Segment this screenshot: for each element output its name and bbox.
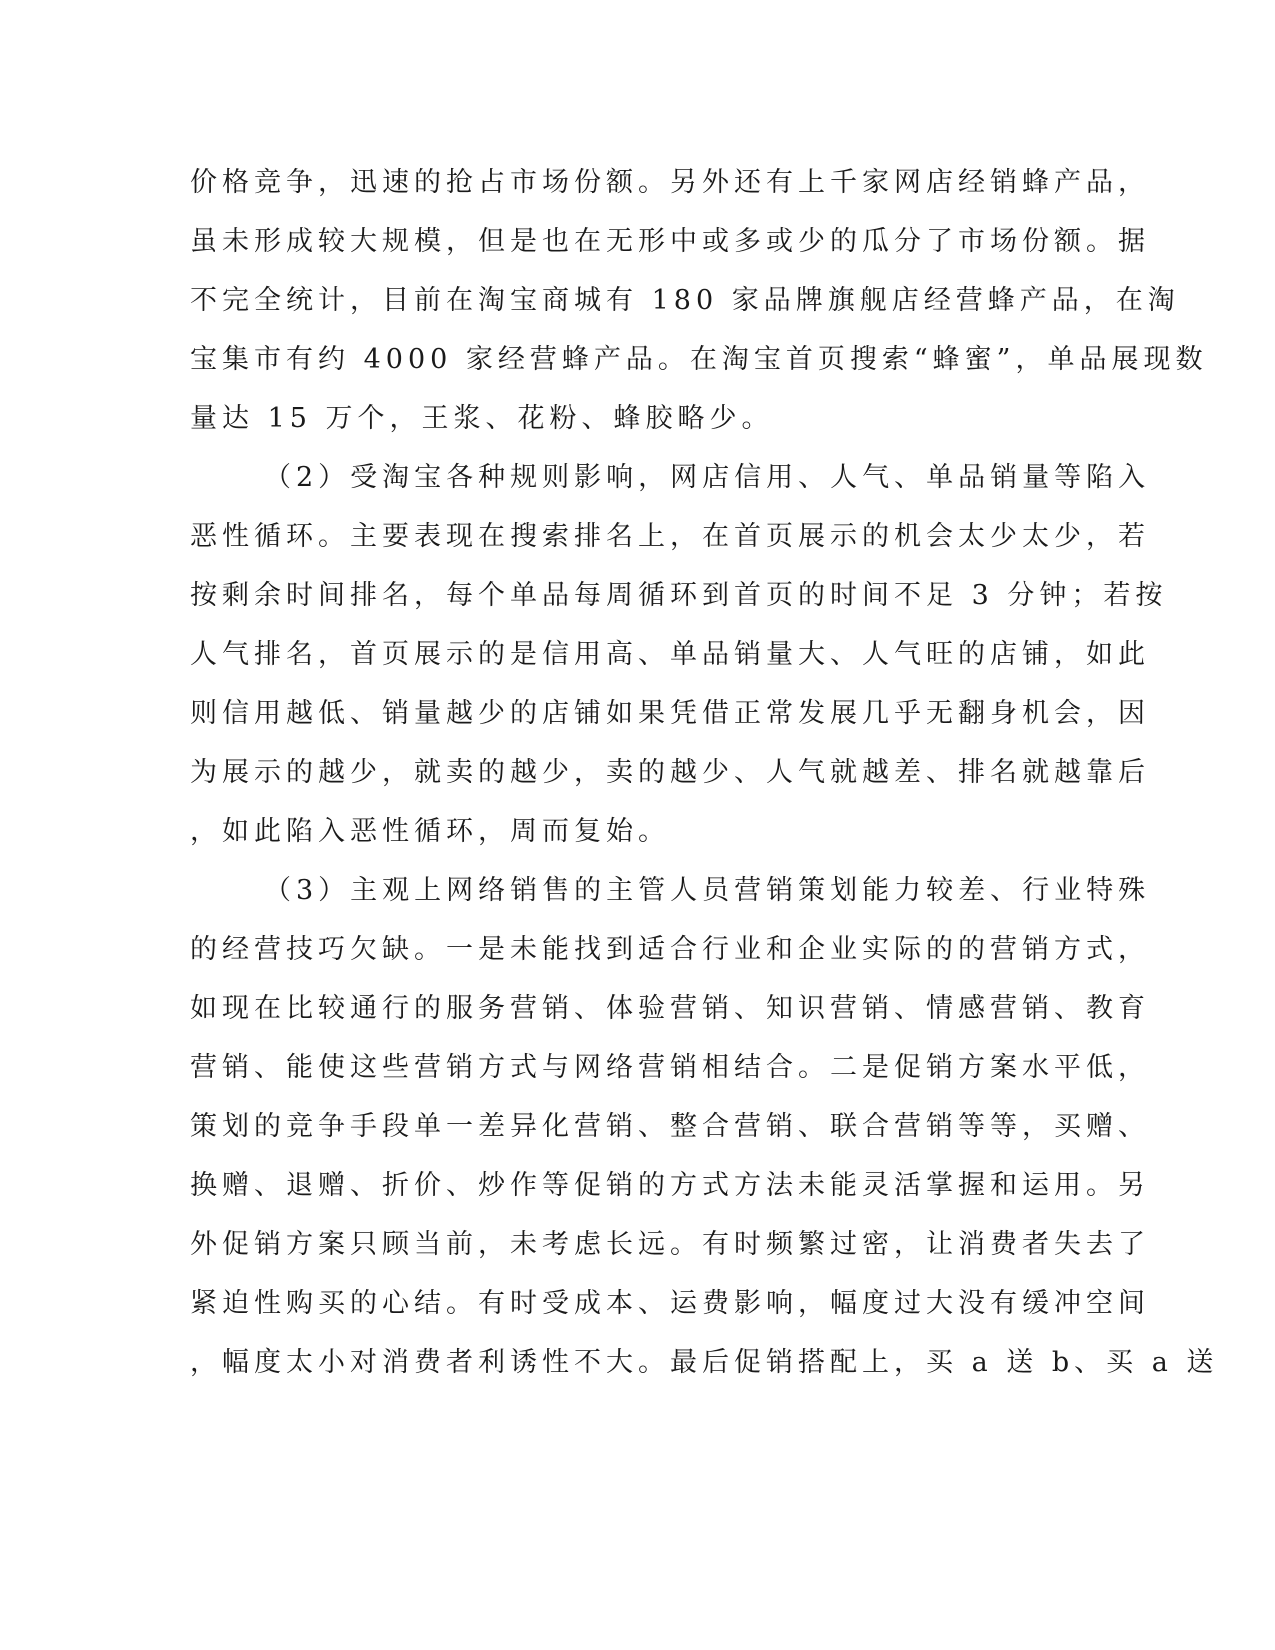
text-line: 营销、能使这些营销方式与网络营销相结合。二是促销方案水平低， bbox=[190, 1052, 1150, 1083]
text-line: 如现在比较通行的服务营销、体验营销、知识营销、情感营销、教育 bbox=[190, 993, 1150, 1024]
text-line: 为展示的越少，就卖的越少，卖的越少、人气就越差、排名就越靠后 bbox=[190, 757, 1150, 788]
paragraph-start-line: （2）受淘宝各种规则影响，网店信用、人气、单品销量等陷入 bbox=[264, 462, 1151, 493]
text-line: 的经营技巧欠缺。一是未能找到适合行业和企业实际的的营销方式， bbox=[190, 934, 1150, 965]
text-line: 则信用越低、销量越少的店铺如果凭借正常发展几乎无翻身机会，因 bbox=[190, 698, 1150, 729]
paragraph-start-line: （3）主观上网络销售的主管人员营销策划能力较差、行业特殊 bbox=[264, 875, 1151, 906]
text-line: 价格竞争，迅速的抢占市场份额。另外还有上千家网店经销蜂产品， bbox=[190, 167, 1150, 198]
text-line: 虽未形成较大规模，但是也在无形中或多或少的瓜分了市场份额。据 bbox=[190, 226, 1150, 257]
text-line: 外促销方案只顾当前，未考虑长远。有时频繁过密，让消费者失去了 bbox=[190, 1229, 1150, 1260]
text-line: 量达 15 万个，王浆、花粉、蜂胶略少。 bbox=[190, 403, 774, 434]
text-line: 按剩余时间排名，每个单品每周循环到首页的时间不足 3 分钟；若按 bbox=[190, 580, 1168, 611]
text-line: 策划的竞争手段单一差异化营销、整合营销、联合营销等等，买赠、 bbox=[190, 1111, 1150, 1142]
text-line: 不完全统计，目前在淘宝商城有 180 家品牌旗舰店经营蜂产品，在淘 bbox=[190, 285, 1180, 316]
text-line: ，幅度太小对消费者利诱性不大。最后促销搭配上，买 a 送 b、买 a 送 bbox=[190, 1347, 1219, 1378]
text-line: 宝集市有约 4000 家经营蜂产品。在淘宝首页搜索“蜂蜜”，单品展现数 bbox=[190, 344, 1208, 375]
text-line: 人气排名，首页展示的是信用高、单品销量大、人气旺的店铺，如此 bbox=[190, 639, 1150, 670]
text-line: ，如此陷入恶性循环，周而复始。 bbox=[190, 816, 670, 847]
text-line: 紧迫性购买的心结。有时受成本、运费影响，幅度过大没有缓冲空间 bbox=[190, 1288, 1150, 1319]
text-line: 恶性循环。主要表现在搜索排名上，在首页展示的机会太少太少，若 bbox=[190, 521, 1150, 552]
text-line: 换赠、退赠、折价、炒作等促销的方式方法未能灵活掌握和运用。另 bbox=[190, 1170, 1150, 1201]
